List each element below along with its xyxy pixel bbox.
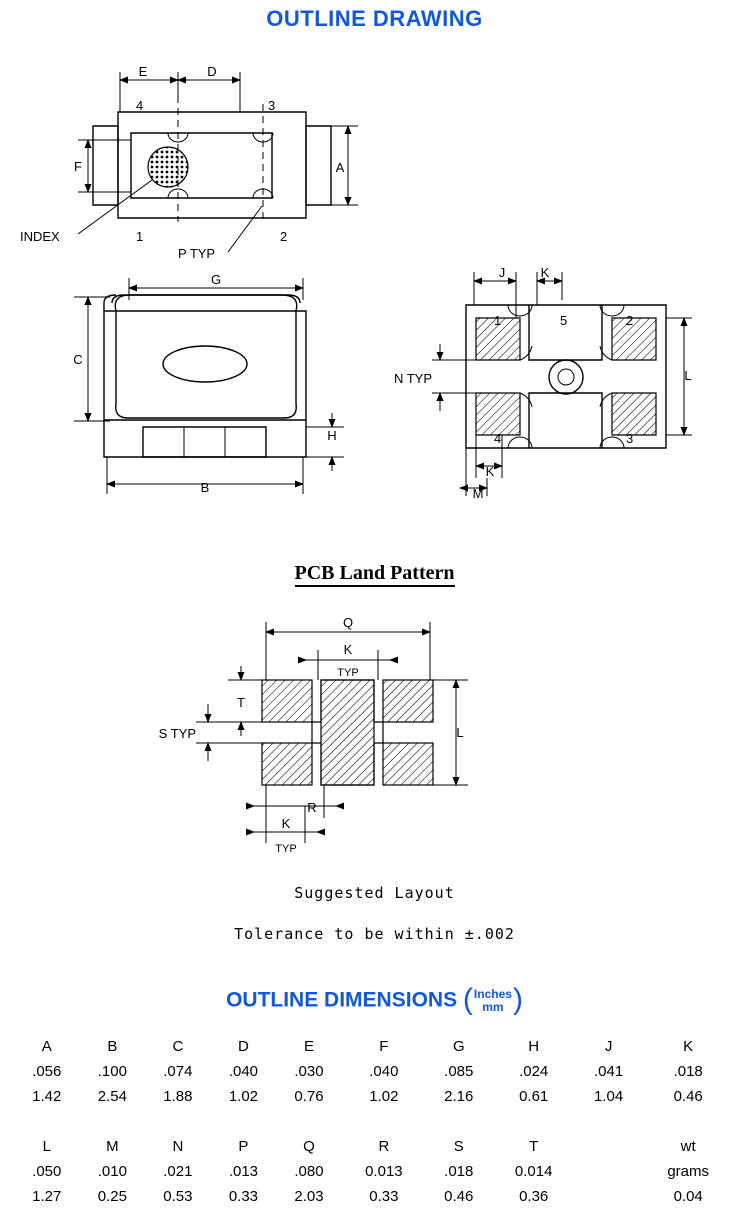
table-row-inches-1 [14,1059,735,1084]
dim-header: S [453,1138,464,1155]
svg-text:4: 4 [494,431,502,446]
section-title: PCB Land Pattern [0,562,749,585]
svg-text:L: L [684,368,692,383]
weight-header: wt [680,1138,696,1155]
dim-value-mm: 2.03 [294,1188,324,1205]
dim-value-mm: 0.46 [673,1088,703,1105]
dim-header: T [529,1138,539,1155]
dim-value-mm: 1.88 [163,1088,193,1105]
dim-header-empty [576,1134,642,1159]
pin-3-top: 3 [268,98,276,113]
dim-value-inch: .040 [369,1063,399,1080]
dim-value-mm: 1.04 [593,1088,624,1105]
svg-text:T: T [237,695,245,710]
outline-dimensions-title [0,984,749,1018]
paren-open: ( [462,983,473,1016]
dim-header: H [528,1038,540,1055]
dim-value-inch: .010 [97,1163,127,1180]
dim-value-inch: .080 [294,1163,324,1180]
table-row-mm-1 [14,1084,735,1109]
dim-header: E [303,1038,314,1055]
svg-text:H: H [327,428,337,443]
svg-text:TYP: TYP [275,843,297,855]
units-mm: mm [482,1000,504,1014]
paren-close: ) [512,983,523,1016]
svg-text:J: J [498,265,506,280]
dim-header: N [172,1138,184,1155]
dim-header: R [378,1138,390,1155]
dim-value-mm: 0.53 [163,1188,193,1205]
dim-value-inch: .040 [228,1063,259,1080]
dim-value-mm: 2.54 [97,1088,127,1105]
dim-value-mm: 2.16 [444,1088,474,1105]
dim-value-mm: 0.36 [519,1188,549,1205]
dim-value-inch: .018 [673,1063,703,1080]
dim-value-inch: .100 [97,1063,127,1080]
pin-1-top: 1 [136,229,144,244]
dim-value-inch: .018 [444,1163,474,1180]
dim-value-inch: .085 [444,1063,474,1080]
dim-value-mm: 0.33 [228,1188,259,1205]
table-row-headers-1 [14,1034,735,1059]
svg-text:TYP: TYP [337,667,359,679]
outline-dimensions-label: OUTLINE DIMENSIONS [226,988,458,1012]
dim-value-mm: 0.25 [97,1188,127,1205]
dim-header: L [42,1138,51,1155]
page-title: OUTLINE DRAWING [266,6,483,31]
svg-text:M: M [472,486,484,501]
table-row-headers-2 [14,1134,735,1159]
dim-header: M [106,1138,119,1155]
dim-header: B [107,1038,118,1055]
dim-value-inch: .074 [163,1063,193,1080]
dim-value-inch: .024 [519,1063,549,1080]
dim-header: P [238,1138,249,1155]
svg-text:INDEX: INDEX [20,229,60,244]
svg-text:2: 2 [626,313,634,328]
dim-header: F [379,1038,389,1055]
dim-value-mm: 0.46 [444,1188,474,1205]
svg-text:3: 3 [626,431,634,446]
svg-text:K: K [540,265,550,280]
weight-value: 0.04 [673,1188,703,1205]
svg-text:P TYP: P TYP [178,246,216,261]
dim-header: J [604,1038,613,1055]
svg-text:G: G [210,272,222,287]
table-row-mm-2 [14,1184,735,1209]
dim-value-mm: 1.42 [32,1088,62,1105]
dim-value-inch: .041 [593,1063,624,1080]
dim-value-inch: .030 [294,1063,324,1080]
dim-header: K [683,1038,694,1055]
dim-value-mm: 1.02 [369,1088,399,1105]
dimensions-table [14,1034,735,1209]
svg-text:5: 5 [560,313,568,328]
dim-value-mm: 0.61 [519,1088,549,1105]
pin-2-top: 2 [280,229,288,244]
svg-text:K: K [281,816,291,831]
dim-value-mm: 1.02 [228,1088,259,1105]
table-row-inches-2 [14,1159,735,1184]
svg-text:L: L [456,725,464,740]
svg-text:S TYP: S TYP [158,726,196,741]
svg-text:K: K [485,464,495,479]
units-fraction [474,988,512,1013]
svg-text:A: A [335,160,345,175]
svg-text:C: C [73,352,83,367]
svg-text:1: 1 [494,313,502,328]
svg-text:R: R [307,800,317,815]
svg-text:D: D [207,64,217,79]
dim-header: C [172,1038,184,1055]
dim-value-inch: 0.014 [514,1163,553,1180]
svg-text:Q: Q [342,615,354,630]
dim-value-inch: .050 [32,1163,62,1180]
pin-4-top: 4 [136,98,144,113]
dim-value-mm: 0.33 [369,1188,399,1205]
svg-text:N TYP: N TYP [393,371,432,386]
dim-value-mm: 0.76 [294,1088,324,1105]
dim-value-empty [576,1184,642,1209]
svg-text:F: F [74,159,82,174]
dim-header: Q [303,1138,315,1155]
dim-header: G [452,1038,465,1055]
dim-header: A [41,1038,52,1055]
svg-text:E: E [138,64,148,79]
dim-value-inch: .056 [32,1063,62,1080]
units-inches: Inches [473,987,512,1002]
table-spacer-row [14,1109,735,1134]
dim-value-inch: .021 [163,1163,193,1180]
dim-header: D [237,1038,249,1055]
land-pattern-diagram [0,600,749,880]
dim-value-inch: .013 [228,1163,259,1180]
dim-value-inch: 0.013 [365,1163,403,1180]
svg-text:K: K [343,642,353,657]
tolerance-note: Tolerance to be within ±.002 [234,925,515,943]
weight-units: grams [667,1163,710,1180]
svg-text:B: B [200,480,210,495]
suggested-layout-note: Suggested Layout [294,884,455,902]
outline-views-diagram [0,0,749,560]
dim-value-empty [576,1159,642,1184]
dim-value-mm: 1.27 [32,1188,62,1205]
